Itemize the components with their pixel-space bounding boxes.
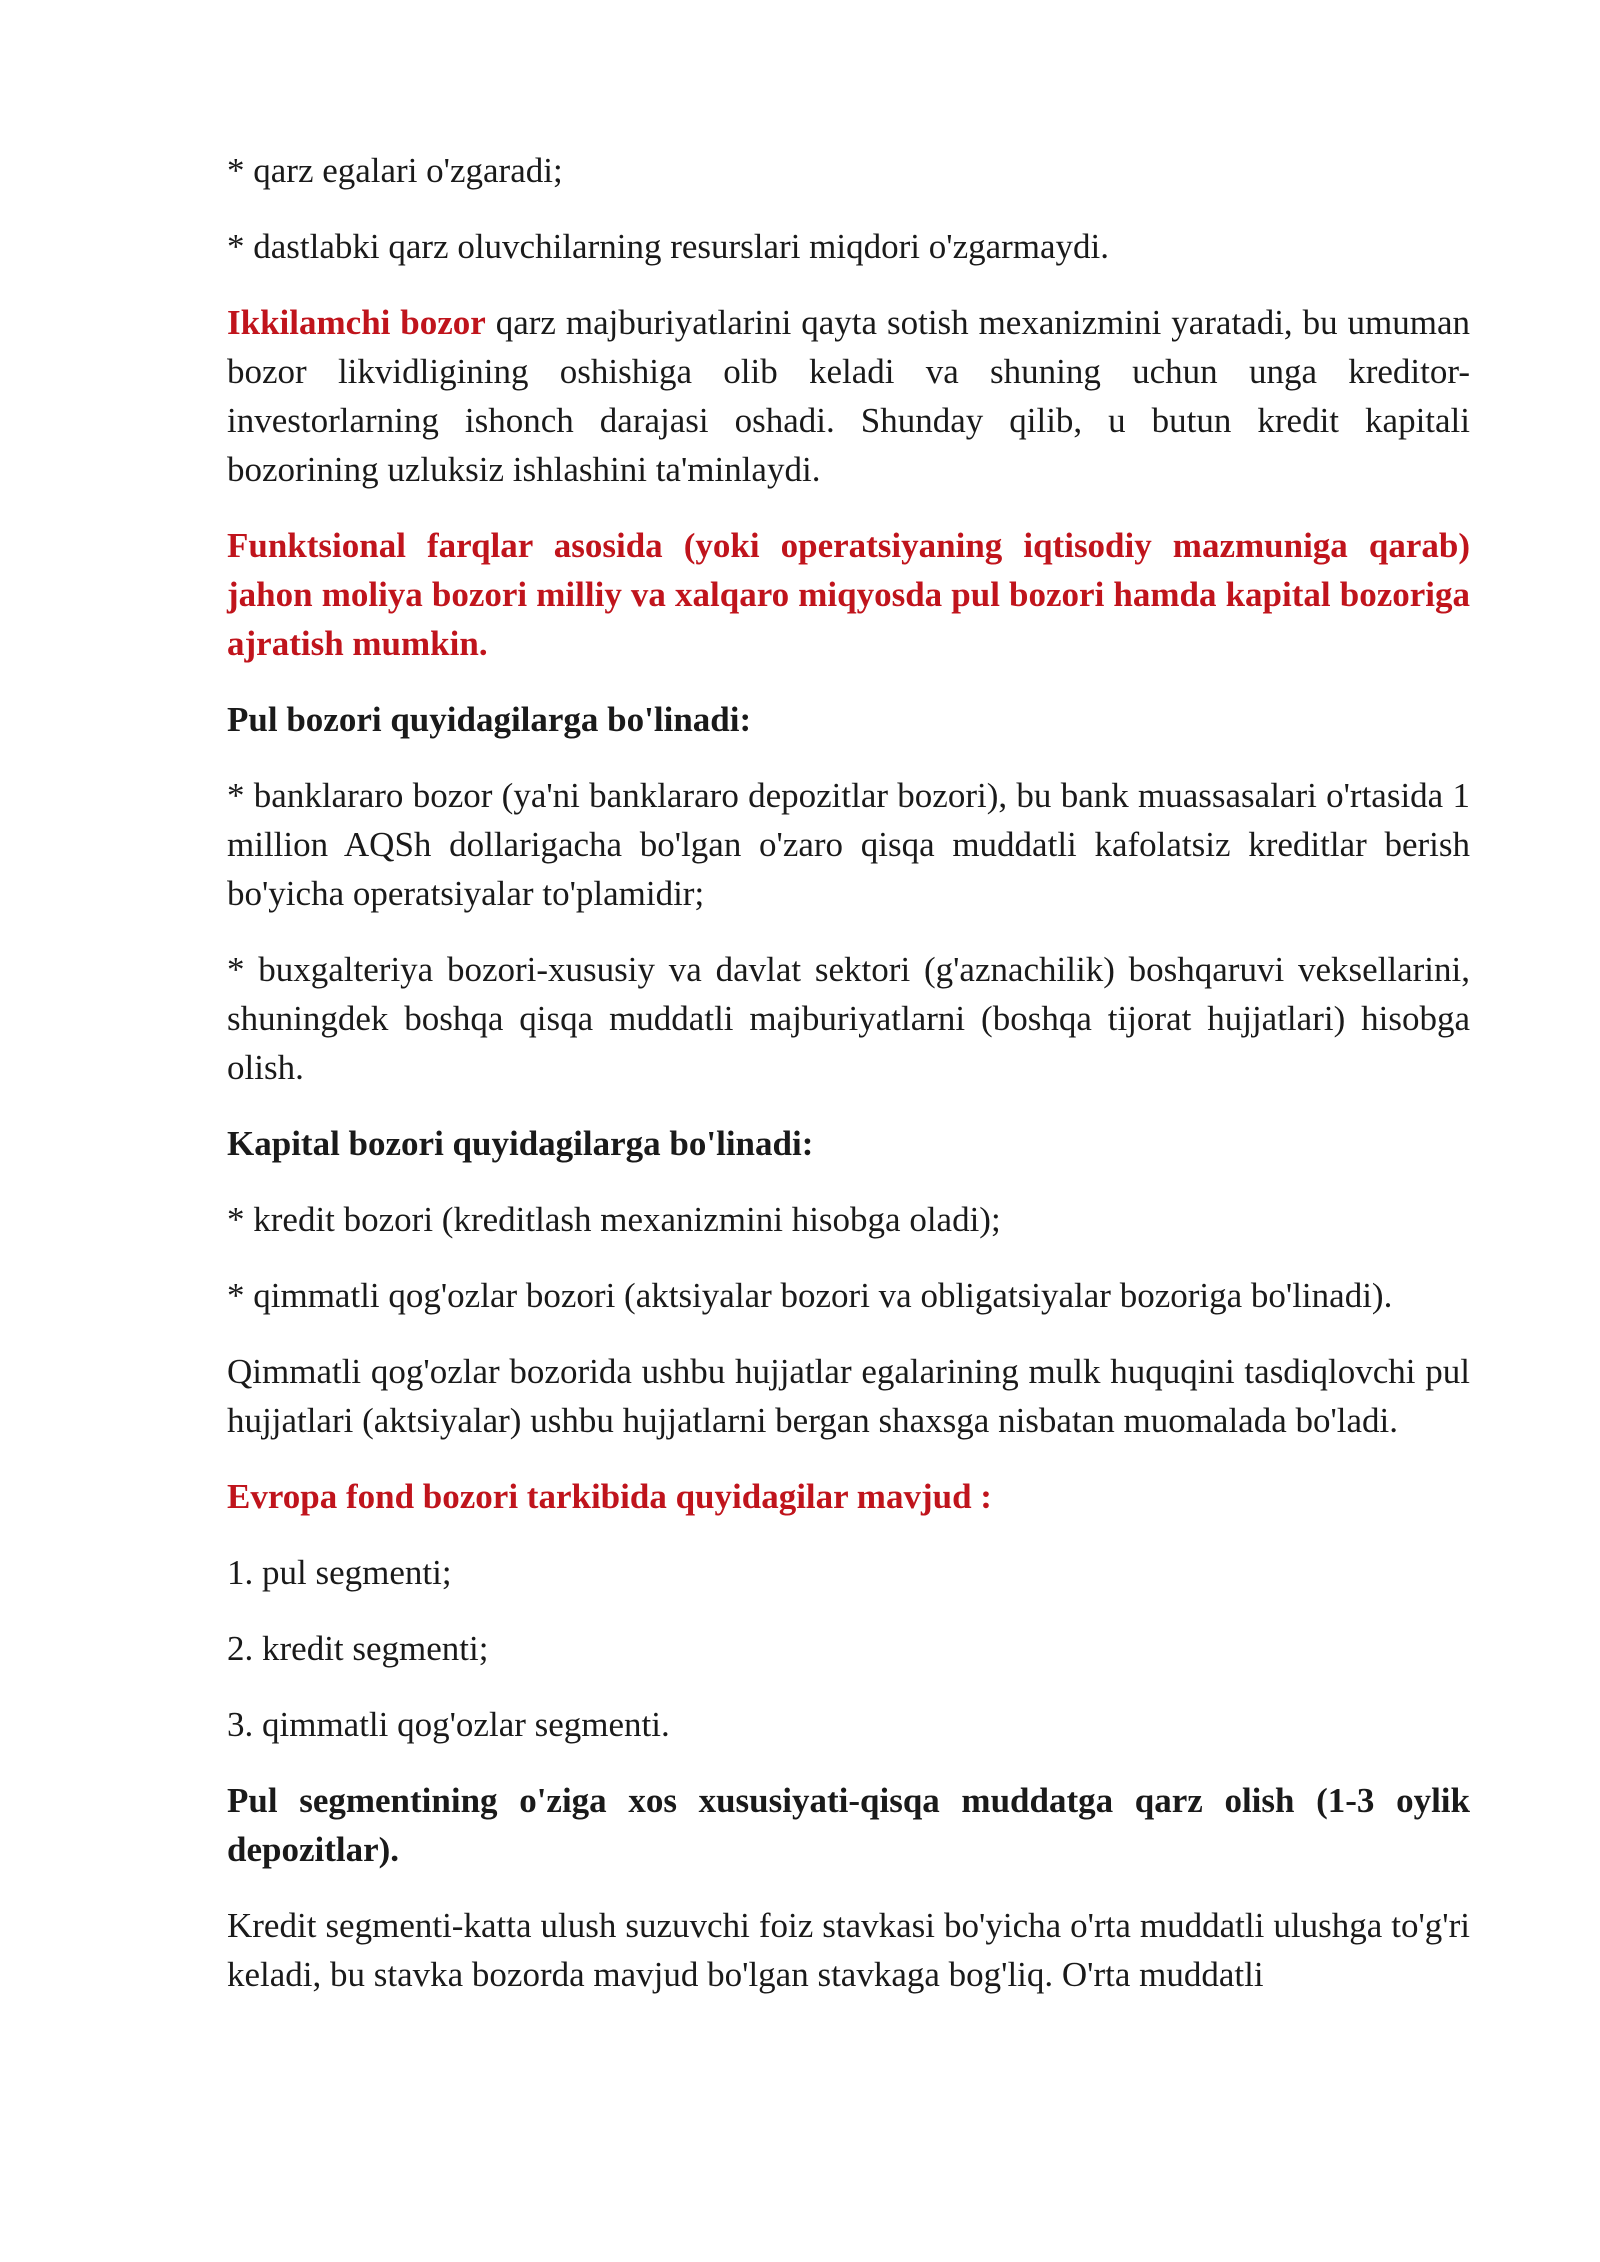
paragraph-qarz-egalari: * qarz egalari o'zgaradi;: [227, 151, 563, 190]
paragraph-kredit-segmenti: Kredit segmenti-katta ulush suzuvchi foiz stavkasi bo'yicha o'rta muddatli ulushga to'g'ri keladi, bu stavka bozorda mavjud bo'lgan stavkaga bog'liq. O'rta muddatli: [227, 1906, 1470, 1994]
document-page: [227, 146, 1470, 2026]
list-item-kredit-segmenti: 2. kredit segmenti;: [227, 1629, 489, 1668]
list-item-pul-segmenti: 1. pul segmenti;: [227, 1553, 452, 1592]
paragraph-kredit-bozori: * kredit bozori (kreditlash mexanizmini hisobga oladi);: [227, 1200, 1001, 1239]
paragraph-qimmatli-qogozlar-bozorida: Qimmatli qog'ozlar bozorida ushbu hujjatlar egalarining mulk huquqini tasdiqlovchi pul hujjatlari (aktsiyalar) ushbu hujjatlarni bergan shaxsga nisbatan muomalada bo'ladi.: [227, 1352, 1470, 1440]
paragraph-pul-segmenti-xususiyati: Pul segmentining o'ziga xos xususiyati-qisqa muddatga qarz olish (1-3 oylik depozitlar).: [227, 1781, 1470, 1869]
paragraph-qimmatli-qogozlar-bozori: * qimmatli qog'ozlar bozori (aktsiyalar bozori va obligatsiyalar bozoriga bo'linadi).: [227, 1276, 1393, 1315]
paragraph-ikkilamchi-bozor-text: qarz majburiyatlarini qayta sotish mexanizmini yaratadi, bu umuman bozor likvidligining oshishiga olib keladi va shuning uchun unga kreditor-investorlarning ishonch darajasi oshadi. Shunday qilib, u butun kredit kapitali bozorining uzluksiz ishlashini ta'minlaydi.: [227, 303, 1470, 489]
paragraph-ikkilamchi-bozor: [227, 298, 1470, 494]
heading-pul-bozori: Pul bozori quyidagilarga bo'linadi:: [227, 700, 752, 739]
paragraph-funktsional-farqlar: Funktsional farqlar asosida (yoki operatsiyaning iqtisodiy mazmuniga qarab) jahon moliya bozori milliy va xalqaro miqyosda pul bozori hamda kapital bozoriga ajratish mumkin.: [227, 526, 1470, 663]
paragraph-dastlabki-qarz: * dastlabki qarz oluvchilarning resurslari miqdori o'zgarmaydi.: [227, 227, 1110, 266]
paragraph-buxgalteriya-bozori: * buxgalteriya bozori-xususiy va davlat sektori (g'aznachilik) boshqaruvi veksellarini, shuningdek boshqa qisqa muddatli majburiyatlarni (boshqa tijorat hujjatlari) hisobga olish.: [227, 950, 1470, 1087]
heading-evropa-fond-bozori: Evropa fond bozori tarkibida quyidagilar mavjud :: [227, 1477, 992, 1516]
paragraph-banklararo-bozor: * banklararo bozor (ya'ni banklararo depozitlar bozori), bu bank muassasalari o'rtasida 1 million AQSh dollarigacha bo'lgan o'zaro qisqa muddatli kafolatsiz kreditlar berish bo'yicha operatsiyalar to'plamidir;: [227, 776, 1470, 913]
heading-kapital-bozori: Kapital bozori quyidagilarga bo'linadi:: [227, 1124, 814, 1163]
list-item-qimmatli-qogozlar-segmenti: 3. qimmatli qog'ozlar segmenti.: [227, 1705, 670, 1744]
term-ikkilamchi-bozor: Ikkilamchi bozor: [227, 303, 486, 342]
